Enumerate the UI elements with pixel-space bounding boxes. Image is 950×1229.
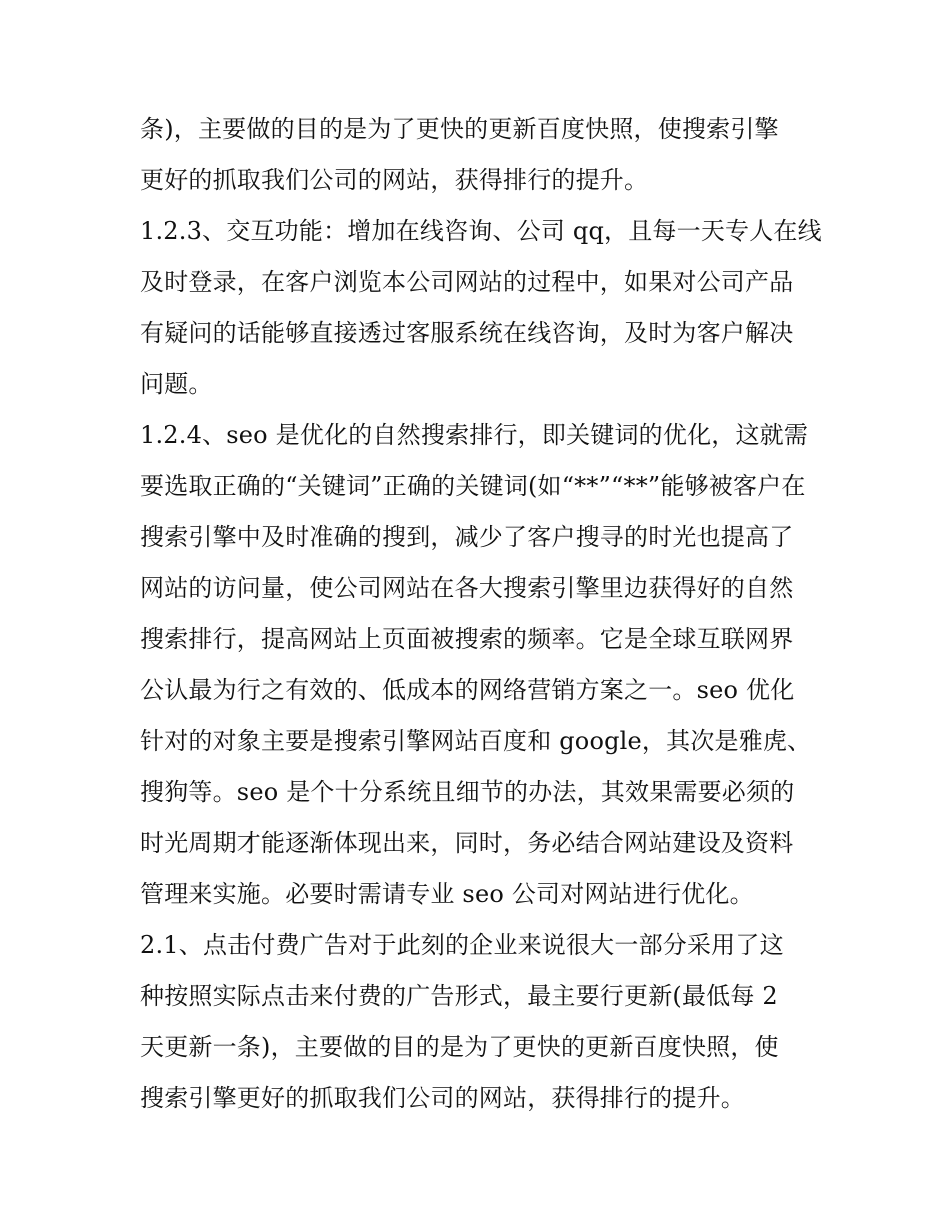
text-line-10: 网站的访问量，使公司网站在各大搜索引擎里边获得好的自然 [140,574,794,602]
text-line-8: 要选取正确的“关键词”正确的关键词(如“**”“**”能够被客户在 [140,472,806,500]
text-line-6: 问题。 [140,370,213,398]
text-line-1: 条)，主要做的目的是为了更快的更新百度快照，使搜索引擎 [140,115,779,143]
text-line-2: 更好的抓取我们公司的网站，获得排行的提升。 [140,166,649,194]
text-line-4: 及时登录，在客户浏览本公司网站的过程中，如果对公司产品 [140,268,794,296]
text-line-7: 1.2.4、seo 是优化的自然搜索排行，即关键词的优化，这就需 [140,421,809,449]
text-line-17: 2.1、点击付费广告对于此刻的企业来说很大一部分采用了这 [140,931,784,959]
text-line-12: 公认最为行之有效的、低成本的网络营销方案之一。seo 优化 [140,676,795,704]
document-body [140,104,820,1124]
text-line-5: 有疑问的话能够直接透过客服系统在线咨询，及时为客户解决 [140,319,794,347]
text-line-19: 天更新一条)，主要做的目的是为了更快的更新百度快照，使 [140,1033,779,1061]
text-line-11: 搜索排行，提高网站上页面被搜索的频率。它是全球互联网界 [140,625,794,653]
text-line-20: 搜索引擎更好的抓取我们公司的网站，获得排行的提升。 [140,1084,745,1112]
text-line-9: 搜索引擎中及时准确的搜到，减少了客户搜寻的时光也提高了 [140,523,794,551]
text-line-15: 时光周期才能逐渐体现出来，同时，务必结合网站建设及资料 [140,829,794,857]
text-line-16: 管理来实施。必要时需请专业 seo 公司对网站进行优化。 [140,880,754,908]
text-line-18: 种按照实际点击来付费的广告形式，最主要行更新(最低每 2 [140,982,778,1010]
text-line-3: 1.2.3、交互功能：增加在线咨询、公司 qq，且每一天专人在线 [140,217,822,245]
text-line-13: 针对的对象主要是搜索引擎网站百度和 google，其次是雅虎、 [140,727,812,755]
text-line-14: 搜狗等。seo 是个十分系统且细节的办法，其效果需要必须的 [140,778,795,806]
